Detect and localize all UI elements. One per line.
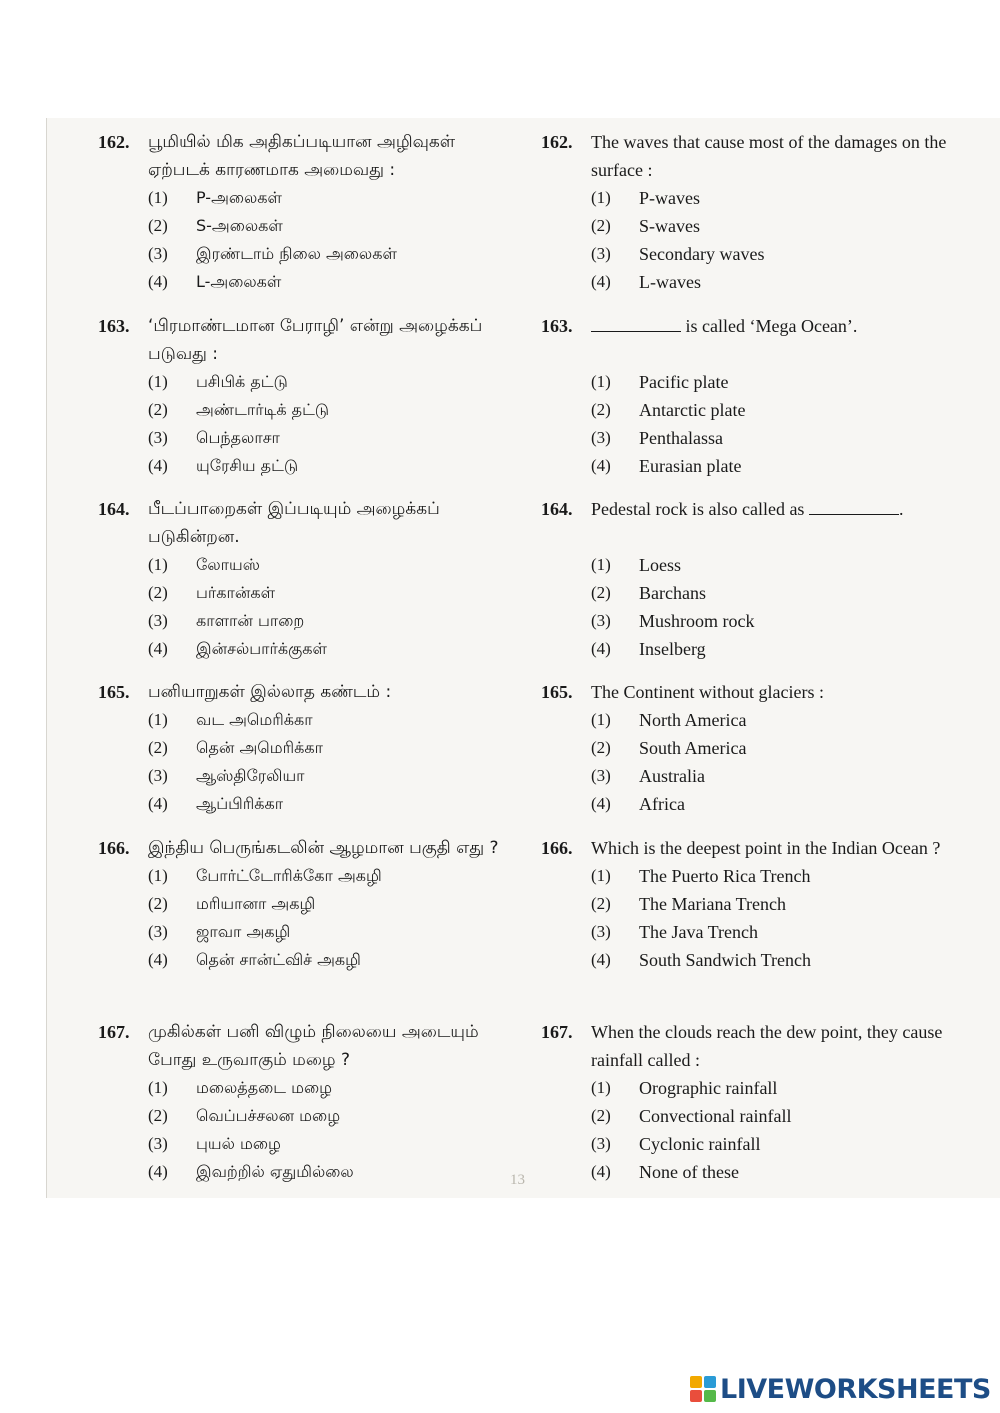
option-number: (4) [591,456,611,475]
option[interactable]: (4) இவற்றில் ஏதுமில்லை [98,1158,508,1186]
question-165-tamil [98,678,508,818]
liveworksheets-brand[interactable] [690,1372,990,1412]
option-list [541,862,951,974]
option-list [541,1074,951,1186]
option-number: (1) [148,188,168,207]
question-stem: இந்திய பெருங்கடலின் ஆழமான பகுதி எது ? [148,838,499,858]
option-number: (4) [591,639,611,658]
option[interactable]: (4) ஆப்பிரிக்கா [98,790,508,818]
fill-in-blank[interactable] [591,317,681,332]
question-stem: முகில்கள் பனி விழும் நிலையை அடையும் போது உருவாகும் மழை ? [148,1022,479,1070]
option[interactable]: (2) மரியானா அகழி [98,890,508,918]
option[interactable]: (2) தென் அமெரிக்கா [98,734,508,762]
option-number: (4) [148,794,168,813]
option[interactable]: (4) L-waves [541,268,951,296]
option[interactable]: (3) The Java Trench [541,918,951,946]
option-number: (2) [591,583,611,602]
question-stem: The Continent without glaciers : [591,682,824,702]
question-164-english: 164. Pedestal rock is also called as . (1) Loess (2) Barchans (3) Mushroom rock (4) Inselberg [541,495,951,663]
option-number: (1) [591,188,611,207]
question-number: 164. [98,499,130,519]
option-list [98,706,508,818]
option[interactable]: (2) S-அலைகள் [98,212,508,240]
option-number: (3) [591,611,611,630]
option-number: (1) [591,555,611,574]
question-number: 166. [541,838,573,858]
question-163-tamil [98,312,508,480]
option-number: (2) [591,738,611,757]
question-number: 167. [541,1022,573,1042]
option-list [98,862,508,974]
option-number: (2) [148,216,168,235]
option-number: (1) [591,372,611,391]
option[interactable]: (2) Barchans [541,579,951,607]
option-number: (2) [591,400,611,419]
option-number: (2) [591,894,611,913]
question-164-tamil [98,495,508,663]
option-number: (3) [148,428,168,447]
question-number: 163. [541,316,573,336]
page-number: 13 [510,1172,525,1188]
option-list [541,551,951,663]
option[interactable]: (1) லோயஸ் [98,551,508,579]
option[interactable]: (2) வெப்பச்சலன மழை [98,1102,508,1130]
option-number: (3) [591,1134,611,1153]
option[interactable]: (2) South America [541,734,951,762]
option-number: (1) [591,710,611,729]
fill-in-blank[interactable] [809,500,899,515]
option-number: (4) [148,639,168,658]
option-number: (2) [591,216,611,235]
option-number: (4) [148,456,168,475]
option-number: (3) [591,766,611,785]
question-162-tamil [98,128,508,296]
question-stem: Pedestal rock is also called as [591,499,805,519]
option[interactable]: (4) Inselberg [541,635,951,663]
option-number: (4) [591,794,611,813]
option[interactable]: (1) P-waves [541,184,951,212]
option-number: (1) [148,372,168,391]
question-163-english [541,312,951,480]
option-number: (1) [148,866,168,885]
question-number: 165. [541,682,573,702]
option[interactable]: (3) காளான் பாறை [98,607,508,635]
option-number: (3) [591,244,611,263]
option-number: (3) [148,922,168,941]
brand-name: LIVEWORKSHEETS [720,1374,991,1405]
option[interactable]: (3) பெந்தலாசா [98,424,508,452]
option-number: (1) [591,1078,611,1097]
option[interactable]: (1) வட அமெரிக்கா [98,706,508,734]
option[interactable]: (3) Secondary waves [541,240,951,268]
option[interactable]: (4) None of these [541,1158,951,1186]
option[interactable]: (4) இன்சல்பார்க்குகள் [98,635,508,663]
option[interactable]: (1) பசிபிக் தட்டு [98,368,508,396]
option[interactable]: (4) L-அலைகள் [98,268,508,296]
option-number: (1) [148,1078,168,1097]
option[interactable]: (3) Cyclonic rainfall [541,1130,951,1158]
option-number: (3) [148,766,168,785]
option-list [98,1074,508,1186]
option[interactable]: (3) Australia [541,762,951,790]
option[interactable]: (2) S-waves [541,212,951,240]
option[interactable]: (4) யுரேசிய தட்டு [98,452,508,480]
option-number: (1) [148,555,168,574]
question-number: 162. [98,132,130,152]
option-list [98,368,508,480]
option[interactable]: (3) Penthalassa [541,424,951,452]
option-number: (2) [148,583,168,602]
option[interactable]: (1) போர்ட்டோரிக்கோ அகழி [98,862,508,890]
question-167-tamil [98,1018,508,1186]
option-number: (3) [591,428,611,447]
question-166-tamil [98,834,508,974]
option[interactable]: (1) Orographic rainfall [541,1074,951,1102]
option[interactable]: (2) Convectional rainfall [541,1102,951,1130]
option[interactable]: (1) மலைத்தடை மழை [98,1074,508,1102]
option-number: (4) [591,1162,611,1181]
option-number: (3) [148,244,168,263]
question-stem: The waves that cause most of the damages on the surface : [591,132,947,180]
option-number: (3) [148,611,168,630]
question-number: 166. [98,838,130,858]
option-number: (2) [148,400,168,419]
option[interactable]: (3) Mushroom rock [541,607,951,635]
question-stem: ‘பிரமாண்டமான பேராழி’ என்று அழைக்கப் படுவது : [148,316,483,364]
option-list [98,551,508,663]
option[interactable]: (3) புயல் மழை [98,1130,508,1158]
question-number: 164. [541,499,573,519]
option[interactable]: (3) ஆஸ்திரேலியா [98,762,508,790]
option[interactable]: (2) பர்கான்கள் [98,579,508,607]
option[interactable]: (1) Loess [541,551,951,579]
option[interactable]: (4) Eurasian plate [541,452,951,480]
question-162-english [541,128,951,296]
option[interactable]: (3) இரண்டாம் நிலை அலைகள் [98,240,508,268]
option-list [541,184,951,296]
option[interactable]: (1) The Puerto Rica Trench [541,862,951,890]
question-stem: Which is the deepest point in the Indian Ocean ? [591,838,941,858]
question-number: 167. [98,1022,130,1042]
question-166-english [541,834,951,974]
question-165-english [541,678,951,818]
question-stem: பீடப்பாறைகள் இப்படியும் அழைக்கப் படுகின்றன. [148,499,440,547]
option-number: (4) [148,272,168,291]
question-stem: When the clouds reach the dew point, they cause rainfall called : [591,1022,943,1070]
option[interactable]: (2) The Mariana Trench [541,890,951,918]
option-number: (4) [591,272,611,291]
question-stem: பனியாறுகள் இல்லாத கண்டம் : [148,682,392,702]
option[interactable]: (4) South Sandwich Trench [541,946,951,974]
option-number: (4) [591,950,611,969]
question-stem: is called ‘Mega Ocean’. [685,316,858,336]
option-number: (2) [148,1106,168,1125]
option[interactable]: (1) Pacific plate [541,368,951,396]
question-number: 162. [541,132,573,152]
option-number: (2) [148,738,168,757]
question-stem: பூமியில் மிக அதிகப்படியான அழிவுகள் ஏற்படக் காரணமாக அமைவது : [148,132,456,180]
option-number: (4) [148,950,168,969]
option[interactable]: (2) அண்டார்டிக் தட்டு [98,396,508,424]
option-list [541,706,951,818]
question-number: 163. [98,316,130,336]
option[interactable]: (2) Antarctic plate [541,396,951,424]
option[interactable]: (3) ஜாவா அகழி [98,918,508,946]
option-number: (2) [591,1106,611,1125]
option-number: (3) [148,1134,168,1153]
option-number: (1) [148,710,168,729]
option-list [98,184,508,296]
option-number: (1) [591,866,611,885]
option-number: (2) [148,894,168,913]
option[interactable]: (1) P-அலைகள் [98,184,508,212]
question-167-english [541,1018,951,1186]
option[interactable]: (4) Africa [541,790,951,818]
liveworksheets-logo-icon [690,1376,716,1402]
option-number: (3) [591,922,611,941]
question-number: 165. [98,682,130,702]
option-list [541,368,951,480]
option[interactable]: (4) தென் சான்ட்விச் அகழி [98,946,508,974]
option[interactable]: (1) North America [541,706,951,734]
option-number: (4) [148,1162,168,1181]
